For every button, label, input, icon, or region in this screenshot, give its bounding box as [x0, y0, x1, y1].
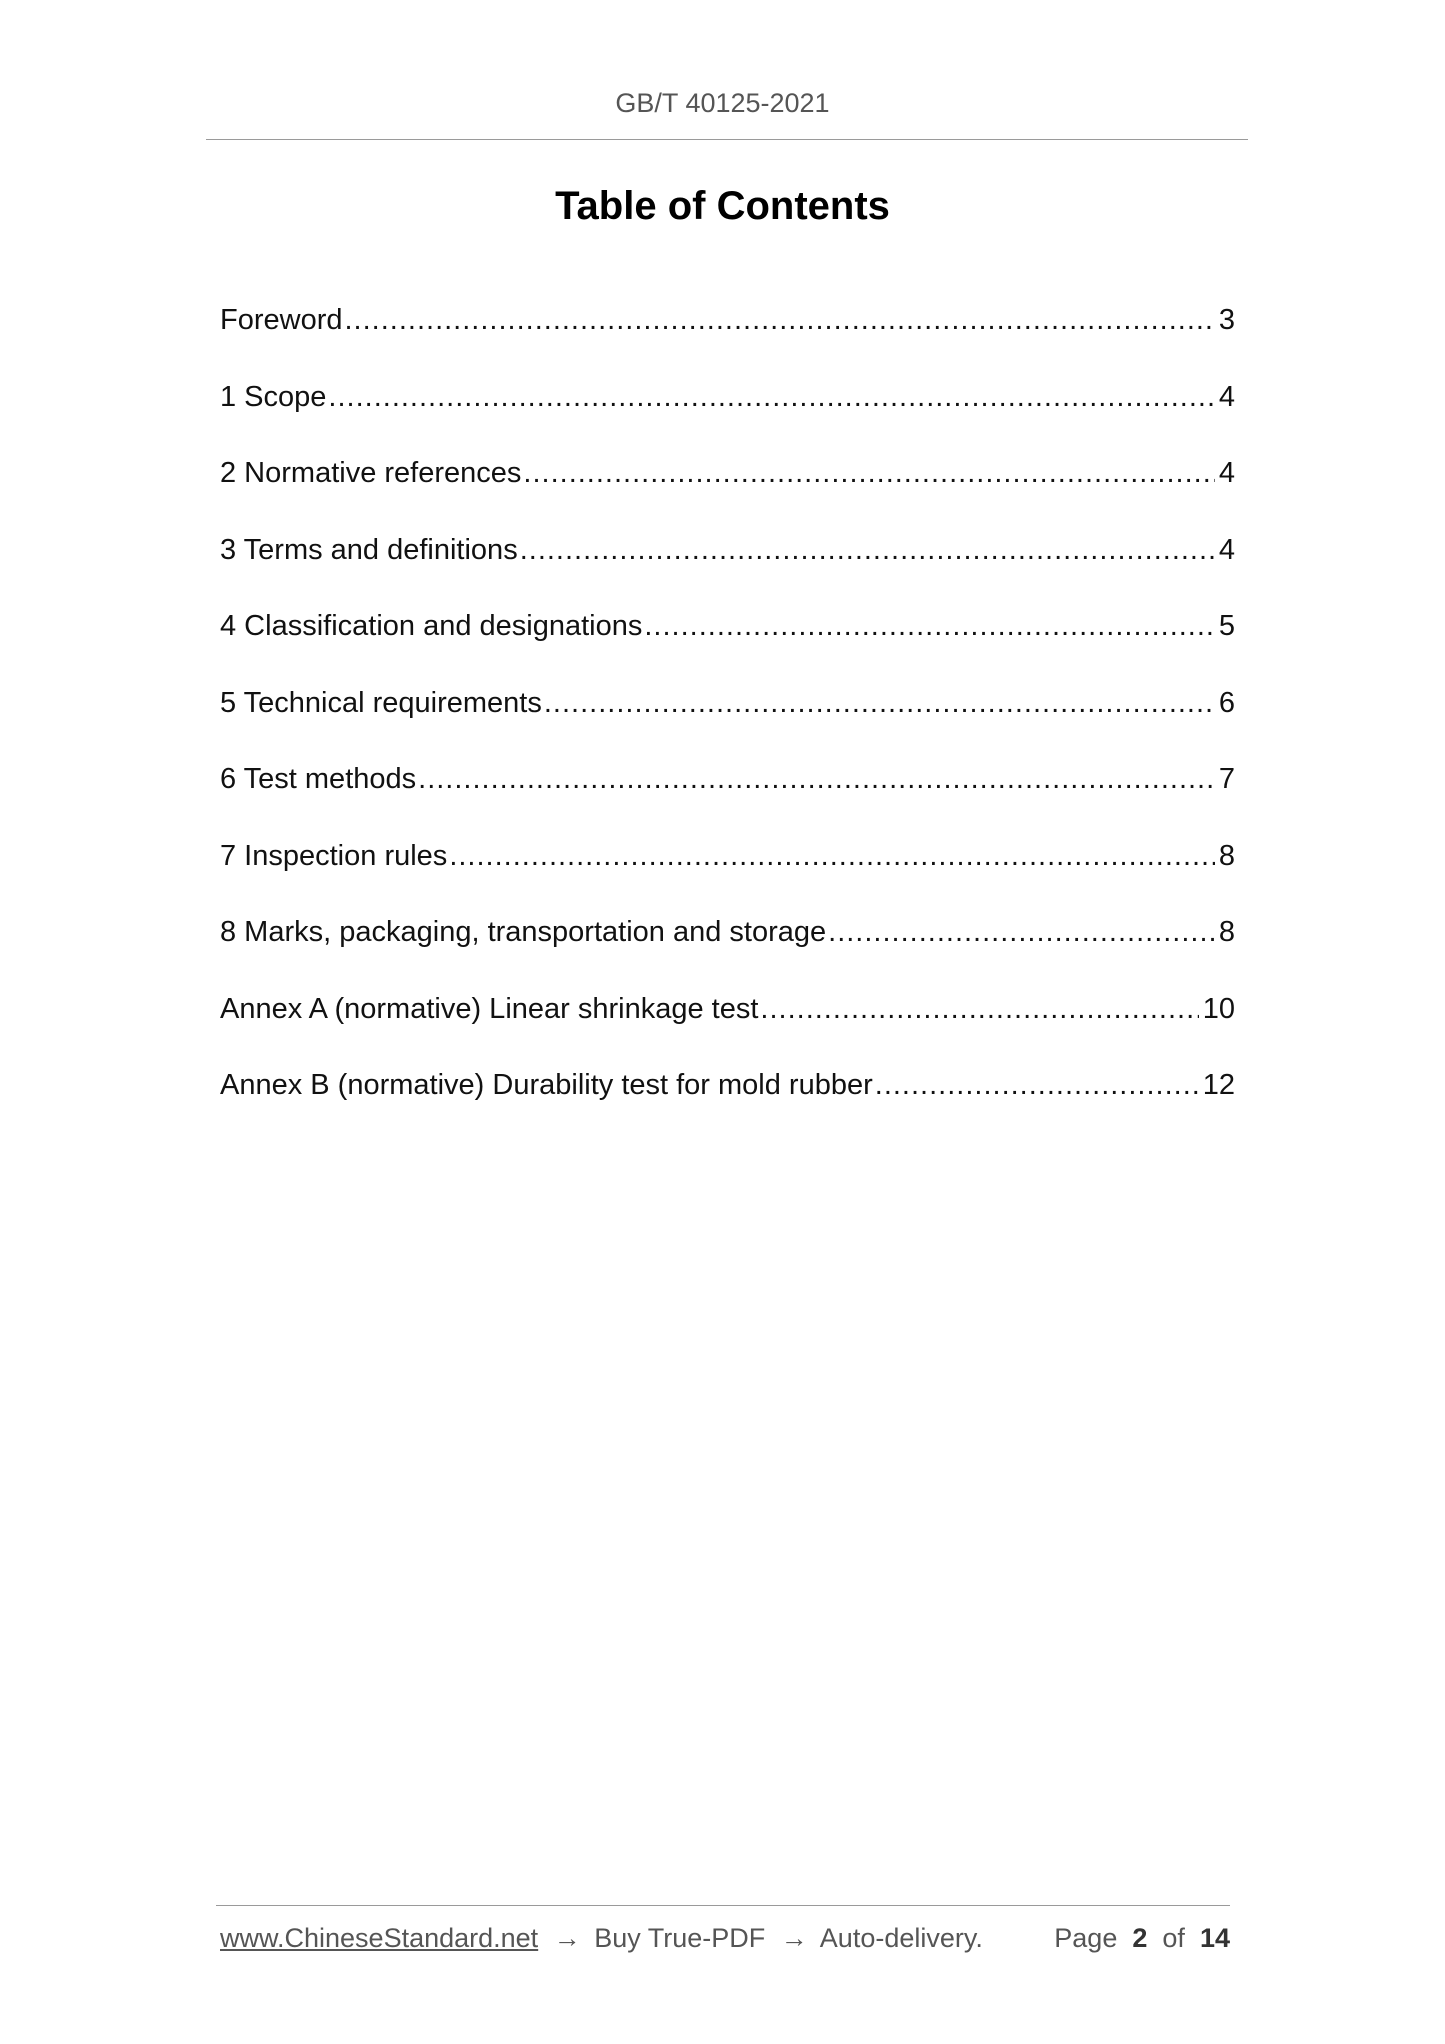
toc-entry-normative-references[interactable] [220, 457, 1235, 534]
footer-divider [216, 1905, 1230, 1906]
toc-entry-label: 6 Test methods [220, 763, 417, 795]
toc-entry-label: 1 Scope [220, 380, 327, 413]
page-footer [220, 1923, 1230, 1963]
page-indicator [1054, 1923, 1230, 1954]
footer-promo [220, 1923, 983, 1954]
right-arrow-icon: → [780, 1923, 808, 1953]
toc-page-number: 6 [1218, 686, 1235, 719]
page-title: Table of Contents [555, 184, 890, 228]
right-arrow-icon: → [553, 1923, 581, 1953]
footer-step-delivery: Auto-delivery. [819, 1923, 983, 1953]
toc-entry-annex-a[interactable] [220, 993, 1235, 1070]
toc-dot-leader [418, 763, 1215, 796]
toc-entry-label: 3 Terms and definitions [220, 533, 518, 566]
toc-page-number: 5 [1218, 610, 1235, 642]
toc-dot-leader [760, 993, 1198, 1026]
toc-entry-label: 5 Technical requirements [220, 686, 542, 719]
toc-page-number: 8 [1218, 839, 1235, 872]
of-word: of [1162, 1923, 1185, 1953]
header-divider [206, 139, 1248, 140]
page-word: Page [1054, 1923, 1118, 1953]
toc-entry-marks-packaging[interactable] [220, 916, 1235, 993]
current-page-number: 2 [1132, 1923, 1148, 1953]
toc-entry-label: Annex A (normative) Linear shrinkage test [220, 992, 759, 1025]
toc-entry-label: Annex B (normative) Durability test for mold rubber [220, 1069, 873, 1101]
toc-page-number: 10 [1202, 992, 1235, 1025]
toc-dot-leader [345, 304, 1215, 337]
toc-page-number: 8 [1218, 916, 1235, 948]
toc-page-number: 4 [1218, 533, 1235, 566]
footer-step-buy: Buy True-PDF [594, 1923, 766, 1953]
table-of-contents [220, 304, 1235, 1146]
toc-entry-annex-b[interactable] [220, 1069, 1235, 1146]
toc-entry-classification[interactable] [220, 610, 1235, 687]
toc-page-number: 4 [1218, 380, 1235, 413]
toc-dot-leader [523, 457, 1214, 490]
site-link[interactable]: www.ChineseStandard.net [220, 1923, 539, 1953]
toc-dot-leader [875, 1069, 1199, 1102]
toc-page-number: 3 [1218, 304, 1235, 336]
toc-dot-leader [644, 610, 1214, 643]
toc-entry-label: Foreword [220, 304, 343, 336]
standard-number-header: GB/T 40125-2021 [615, 88, 830, 118]
toc-dot-leader [520, 534, 1215, 567]
toc-dot-leader [544, 687, 1215, 720]
toc-page-number: 7 [1218, 763, 1235, 795]
toc-entry-label: 8 Marks, packaging, transportation and storage [220, 916, 827, 948]
toc-page-number: 4 [1218, 457, 1235, 489]
toc-entry-terms-and-definitions[interactable] [220, 534, 1235, 611]
toc-entry-label: 2 Normative references [220, 457, 522, 489]
toc-entry-label: 7 Inspection rules [220, 839, 448, 872]
toc-page-number: 12 [1202, 1069, 1235, 1101]
toc-dot-leader [828, 916, 1215, 949]
toc-entry-inspection-rules[interactable] [220, 840, 1235, 917]
toc-entry-test-methods[interactable] [220, 763, 1235, 840]
toc-dot-leader [449, 840, 1215, 873]
toc-dot-leader [328, 381, 1214, 414]
toc-entry-scope[interactable] [220, 381, 1235, 458]
total-pages-number: 14 [1199, 1923, 1230, 1953]
toc-entry-label: 4 Classification and designations [220, 610, 643, 642]
toc-entry-foreword[interactable] [220, 304, 1235, 381]
toc-entry-technical-requirements[interactable] [220, 687, 1235, 764]
